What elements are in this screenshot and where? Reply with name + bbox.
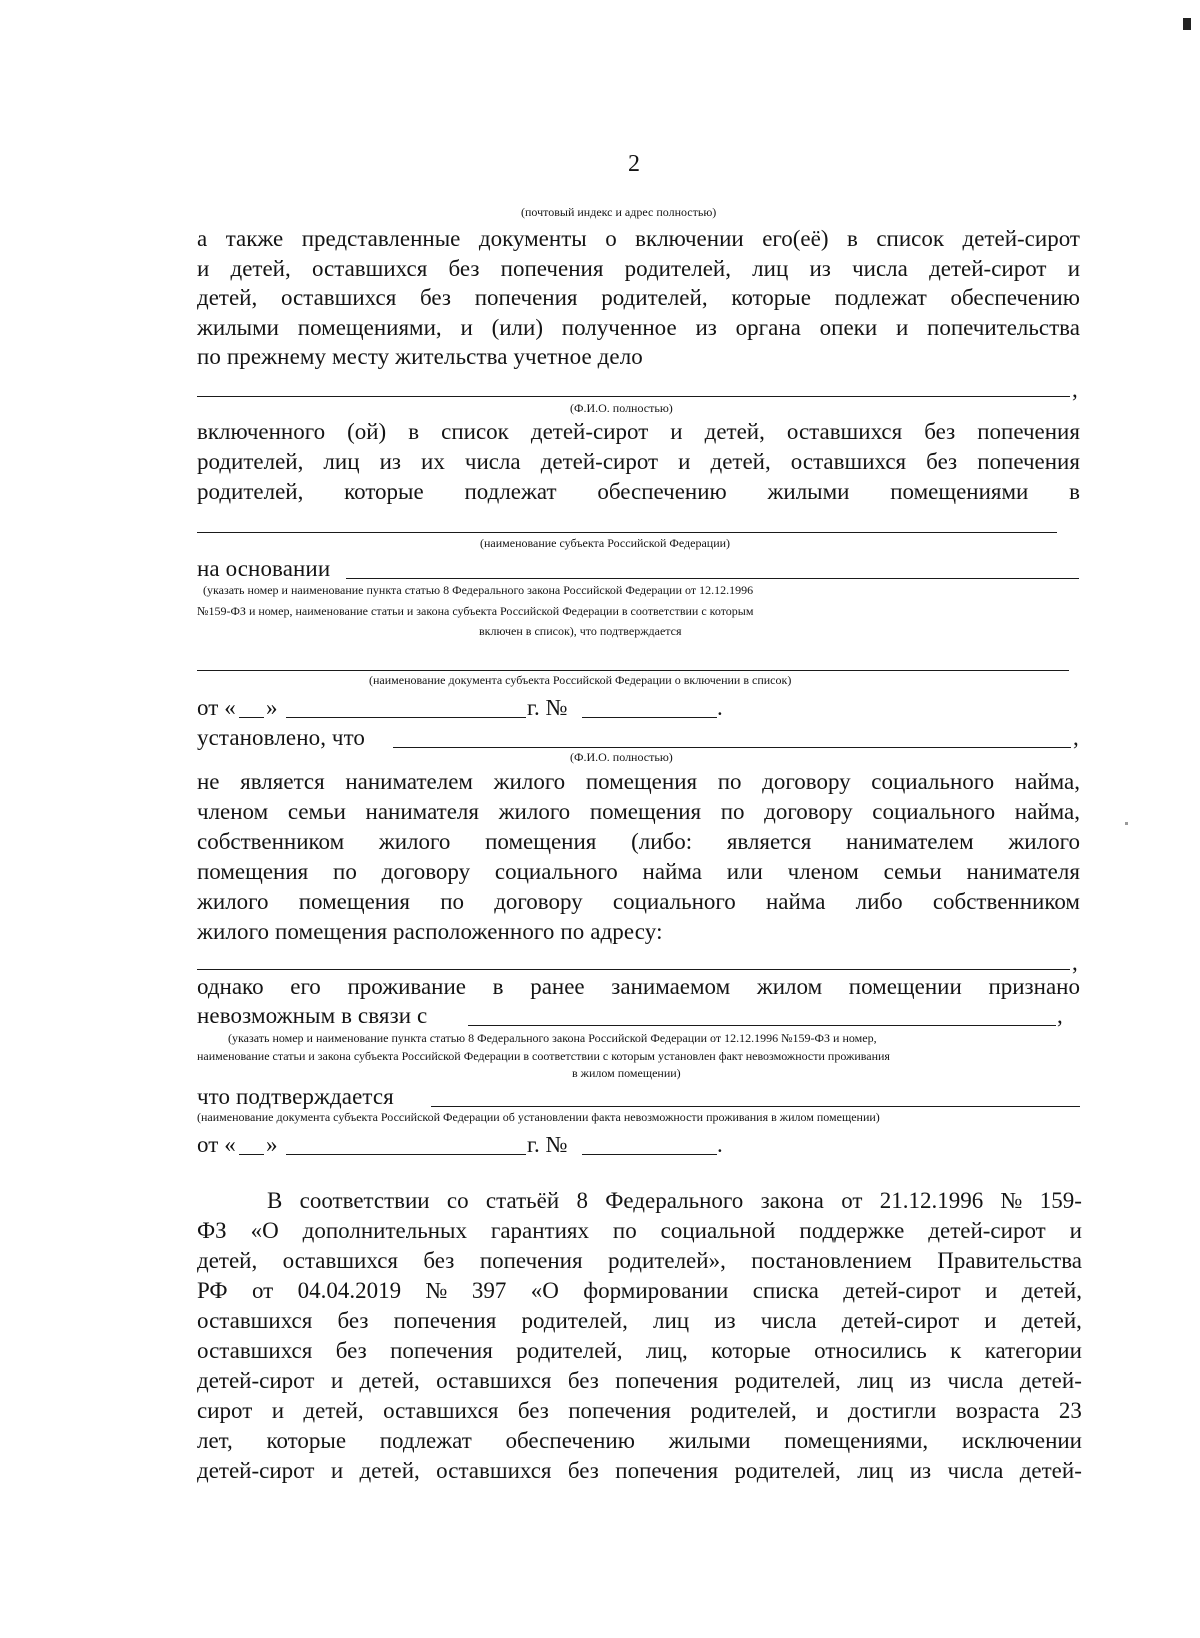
word: оставшихся [282,1248,398,1273]
word: числа [464,449,521,474]
caption-impossible-3: в жилом помещении) [572,1066,681,1080]
word: проживание [347,974,466,999]
paragraph-line [267,1189,1082,1212]
word: детей- [1019,1458,1082,1483]
word: без [924,419,956,444]
word: со [446,1188,469,1213]
word: жилого [498,799,571,824]
word: по [333,859,357,884]
word: социального [872,799,996,824]
word: является [726,829,812,854]
word: а [197,226,208,251]
word: которые [344,479,424,504]
word: не [197,769,220,794]
word: которые [266,1428,347,1453]
word: найма [765,889,826,914]
fio-comma: , [1072,377,1078,402]
word: и [985,1278,998,1303]
word: лиц [857,1368,894,1393]
word: социального [612,889,736,914]
word: попечения [474,285,578,310]
word: числа [947,1368,1004,1393]
paragraph-line [197,1279,1082,1302]
document-number-blank[interactable] [582,717,717,718]
word: без [567,1458,599,1483]
word: родителей, [521,1308,628,1333]
word: «О [530,1278,559,1303]
address-blank-line[interactable] [197,969,1070,970]
subject-blank-line[interactable] [197,532,1057,533]
word: нанимателя [365,799,479,824]
word: помещения [485,829,597,854]
word: без [423,1248,455,1273]
word: детей-сирот [841,1308,960,1333]
word: категории [984,1338,1082,1363]
paragraph-line [197,860,1080,883]
word: детей-сирот [843,1278,961,1303]
word: статьёй [485,1188,560,1213]
word: полученное [561,314,677,340]
word: относились [814,1338,927,1363]
caption-impossible-1: (указать номер и наименование пункта статью 8 Федерального закона Российской Федерации от 12.12.1996 №159-ФЗ и номер, [228,1031,877,1045]
word: собственником [932,889,1080,914]
paragraph-line [197,770,1080,793]
paragraph-line: жилого помещения расположенного по адресу: [197,919,663,944]
word: и [271,1398,284,1423]
year-number-label-2: г. № [527,1132,568,1157]
year-number-label: г. № [527,695,568,720]
word: обеспечению [505,1428,635,1453]
paragraph-line [197,1459,1082,1482]
paragraph-line [197,227,1080,250]
paragraph-line [197,450,1080,473]
word: которые [731,285,811,310]
paragraph-line [197,800,1080,823]
word: формировании [583,1278,729,1303]
caption-subject: (наименование субъекта Российской Федерации) [480,536,731,550]
word: и [678,449,691,474]
date-2-day-blank[interactable] [239,1154,264,1155]
paragraph-line [197,890,1080,913]
word: детей-сирот [197,1368,315,1393]
word: и [895,314,909,340]
word: 397 [471,1278,507,1303]
word: и [1067,255,1080,281]
word: из [909,1368,932,1393]
word: попечения [615,1368,719,1393]
caption-basis-3: включен в список), что подтверждается [479,624,682,638]
word: постановлением [751,1248,912,1273]
word: 23 [1058,1398,1082,1423]
word: жилого [1008,829,1080,854]
word: в [408,419,420,444]
word: родителей, [516,1338,623,1363]
word: без [420,285,452,310]
word: лиц [752,255,789,281]
word: детей, [359,1368,420,1393]
word: детей, [704,419,765,444]
word: от [841,1188,863,1213]
word: жилого [197,889,269,914]
paragraph-line: по прежнему месту жительства учетное дело [197,344,643,369]
word: попечения [977,449,1080,474]
word: его [290,974,321,999]
word: ранее [530,974,585,999]
word: оставшихся [280,285,397,310]
word: без [335,1338,367,1363]
word: его(её) [762,226,829,251]
impossible-comma: , [1057,1003,1063,1028]
word: помещении [848,974,962,999]
word: оставшихся [197,1308,313,1333]
word: 21.12.1996 [879,1188,984,1213]
word: родителей», [607,1248,726,1273]
word: (ой) [347,419,387,444]
paragraph-line [197,480,1080,503]
page-number: 2 [628,151,641,177]
word: социального [871,769,995,794]
word: обеспечению [950,285,1080,310]
word: родителей, [197,449,304,474]
paragraph-line [197,257,1080,280]
word: попечения [393,1308,497,1333]
word: найма, [1014,799,1080,824]
word: дополнительных [302,1218,467,1243]
paragraph-line [197,1399,1082,1422]
word: детей-сирот [929,255,1047,281]
word: без [926,449,958,474]
word: по [612,1218,637,1243]
word: родителей, [197,479,304,504]
word: из [379,449,401,474]
word: закона [760,1188,824,1213]
word: в [846,226,858,251]
word: подлежат [379,1428,472,1453]
paragraph-line [197,316,1080,339]
word: детей-сирот [928,1218,1046,1243]
word: семьи [883,859,942,884]
caption-address: (почтовый индекс и адрес полностью) [521,205,717,219]
word: оставшихся [436,1458,552,1483]
word: лиц [857,1458,894,1483]
word: помещениями [890,479,1029,504]
word: лиц [652,1308,690,1333]
caption-fio-1: (Ф.И.О. полностью) [570,401,673,415]
word: детей-сирот [197,1458,315,1483]
word: родителей, [624,255,731,281]
paragraph-line [197,1369,1082,1392]
word: попечения [500,255,604,281]
word: либо [855,889,903,914]
word: из [909,1458,932,1483]
word: по [440,889,465,914]
paragraph-line [197,286,1080,309]
word: без [337,1308,369,1333]
word: членом [787,859,859,884]
word: или [726,859,763,884]
word: из [695,314,717,340]
word: ФЗ [197,1218,227,1243]
word: список [441,419,509,444]
word: оставшихся [436,1368,552,1393]
word: обеспечению [597,479,727,504]
word: поддержке [799,1218,905,1243]
word: (либо: [631,829,693,854]
date-2-from-close: » [266,1132,278,1157]
word: по [720,799,745,824]
word: договору [494,889,583,914]
date-2-month-year-blank[interactable] [286,1154,526,1155]
word: оставшихся [311,255,428,281]
scan-mark [1183,18,1191,30]
fio-blank-line[interactable] [197,396,1070,397]
confirm-doc-blank[interactable] [431,1106,1080,1107]
word: органа [735,314,801,340]
caption-basis-2: №159-ФЗ и номер, наименование статьи и закона субъекта Российской Федерации в соответствии с которым [197,604,754,618]
impossible-reason-blank[interactable] [468,1025,1056,1026]
word: членом [197,799,269,824]
paragraph-line [197,420,1080,443]
word: числа [947,1458,1004,1483]
caption-subject-doc: (наименование документа субъекта Российской Федерации о включении в список) [369,673,792,687]
word: жилыми [197,314,279,340]
address-comma: , [1072,950,1078,975]
word: семьи [287,799,346,824]
on-basis-label: на основании [197,556,331,581]
word: 159- [1039,1188,1082,1213]
paragraph-line [197,1429,1082,1452]
word: родителей, [690,1398,797,1423]
word: без [517,1398,549,1423]
word: помещениями, [297,314,442,340]
word: из [809,255,831,281]
word: В [267,1188,283,1213]
word: детей, [1021,1278,1082,1303]
word: детей, [197,1248,258,1273]
word: детей-сирот [962,226,1080,251]
word: исключении [961,1428,1082,1453]
word: 8 [576,1188,588,1213]
word: попечения [568,1398,671,1423]
word: детей, [230,255,291,281]
word: является [240,769,325,794]
word: возраста [955,1398,1040,1423]
word: и [330,1368,344,1393]
word: социальной [660,1218,776,1243]
word: детей, [303,1398,364,1423]
word: Правительства [937,1248,1082,1273]
word: детей-сирот [530,419,649,444]
fio-2-comma: , [1073,725,1079,750]
word: помещения [197,859,309,884]
caption-confirm-doc: (наименование документа субъекта Российской Федерации об установлении факта невозможности проживания в жилом помещении) [197,1110,880,1124]
word: занимаемом [611,974,731,999]
word: в [492,974,504,999]
word: однако [197,974,264,999]
word: и [816,1398,829,1423]
word: документы [478,226,587,251]
word: договору [762,769,851,794]
word: без [448,255,480,281]
word: № [425,1278,448,1303]
word: подлежат [464,479,557,504]
word: лет, [197,1428,233,1453]
word: детей, [359,1458,420,1483]
word: помещения [298,889,410,914]
word: признано [988,974,1080,999]
word: и [984,1308,997,1333]
word: (или) [491,314,543,340]
word: родителей, [734,1368,841,1393]
paragraph-line [197,1309,1082,1332]
word: жилого [378,829,451,854]
word: о [605,226,617,251]
word: в [1069,479,1080,504]
word: нанимателем [345,769,473,794]
word: без [567,1368,599,1393]
paragraph-line [197,1219,1082,1242]
word: жилыми [668,1428,751,1453]
paragraph-line [197,830,1080,853]
word: жилыми [767,479,850,504]
word: «О [250,1218,279,1243]
word: по [717,769,742,794]
word: лиц [323,449,360,474]
word: и [1069,1218,1082,1243]
word: включении [635,226,744,251]
word: также [225,226,284,251]
word: договору [381,859,471,884]
word: договору [764,799,853,824]
word: оставшихся [383,1398,499,1423]
word: списка [752,1278,819,1303]
word: лиц, [645,1338,688,1363]
caption-basis-1: (указать номер и наименование пункта статью 8 Федерального закона Российской Федерации от 12.12.1996 [203,583,754,597]
word: детей, [710,449,771,474]
confirmed-label: что подтверждается [197,1084,394,1109]
word: помещения [585,769,698,794]
word: числа [852,255,908,281]
date-period: . [717,695,723,720]
word: нанимателя [966,859,1080,884]
word: попечения [390,1338,493,1363]
caption-fio-2: (Ф.И.О. полностью) [570,750,673,764]
word: к [950,1338,962,1363]
word: из [714,1308,736,1333]
word: включенного [197,419,326,444]
impossible-label: невозможным в связи с [197,1003,428,1028]
word: родителей, [601,285,708,310]
word: оставшихся [197,1338,313,1363]
word: достигли [847,1398,937,1423]
word: представленные [301,226,461,251]
word: и [330,1458,344,1483]
paragraph-line [197,1249,1082,1272]
word: помещения [589,799,702,824]
word: список [876,226,945,251]
date-2-from-open: от « [197,1132,236,1157]
date-month-year-blank[interactable] [286,717,526,718]
word: от [251,1278,274,1303]
word: попечительства [927,314,1080,340]
word: помещениями, [784,1428,929,1453]
word: соответствии [299,1188,430,1213]
word: их [421,449,445,474]
word: попечения [479,1248,583,1273]
paragraph-line [197,1339,1082,1362]
word: детей- [1019,1368,1082,1393]
word: найма, [1014,769,1080,794]
established-label: установлено, что [197,725,366,750]
document-number-blank-2[interactable] [582,1154,717,1155]
word: нанимателем [846,829,974,854]
word: родителей, [734,1458,841,1483]
word: Федерального [605,1188,744,1213]
word: социального [494,859,618,884]
word: и [197,255,210,281]
word: жилого [493,769,566,794]
scan-mark [1125,822,1128,825]
word: числа [760,1308,817,1333]
word: сирот [197,1398,253,1423]
word: собственником [197,829,345,854]
word: оставшихся [790,449,907,474]
date-2-period: . [717,1132,723,1157]
word: детей, [1021,1308,1082,1333]
basis-blank-line[interactable] [346,578,1079,579]
paragraph-line [197,975,1080,998]
caption-impossible-2: наименование статьи и закона субъекта Российской Федерации в соответствии с которым установлен факт невозможности проживания [197,1049,890,1063]
word: подлежат [834,285,927,310]
date-from-close: » [266,695,278,720]
word: № [1000,1188,1023,1213]
date-from-open: от « [197,695,236,720]
word: РФ [197,1278,228,1303]
word: и [460,314,473,340]
word: и [670,419,683,444]
date-day-blank[interactable] [239,717,264,718]
word: опеки [819,314,878,340]
word: оставшихся [786,419,903,444]
subject-doc-blank-line[interactable] [197,670,1069,671]
word: которые [711,1338,791,1363]
word: 04.04.2019 [297,1278,402,1303]
word: гарантиях [490,1218,589,1243]
word: попечения [615,1458,719,1483]
word: детей, [197,285,258,310]
fio-2-blank-line[interactable] [393,747,1071,748]
word: найма [642,859,702,884]
word: жилом [756,974,823,999]
word: детей-сирот [540,449,659,474]
word: попечения [977,419,1080,444]
